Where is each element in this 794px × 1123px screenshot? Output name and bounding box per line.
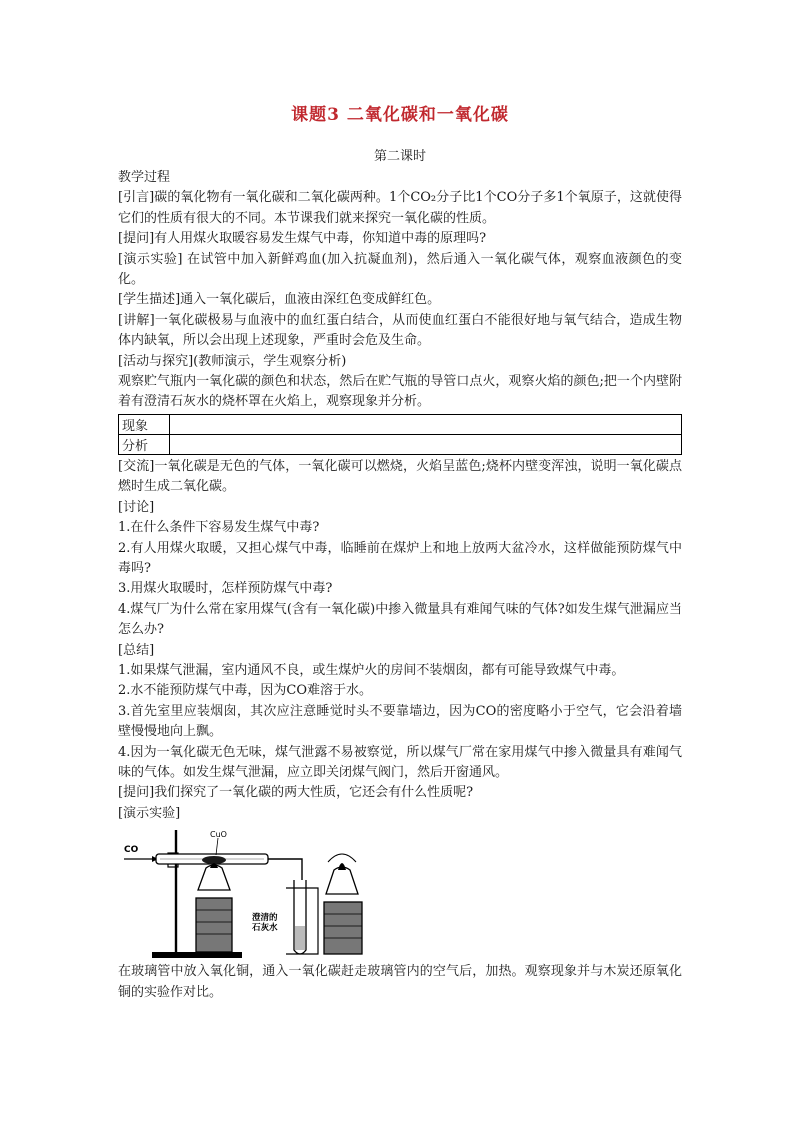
paragraph: 3.首先室里应装烟囱，其次应注意睡觉时头不要靠墙边，因为CO的密度略小于空气，它会沿着墙壁慢慢地向上飘。 [118, 703, 682, 740]
paragraph: [演示实验] [118, 805, 181, 821]
alcohol-lamp [198, 865, 230, 890]
observation-table [118, 414, 682, 455]
cuo-leader-line [216, 838, 218, 855]
paragraph: [提问]有人用煤火取暖容易发生煤气中毒，你知道中毒的原理吗? [118, 231, 487, 247]
table-cell-label: 分析 [119, 434, 170, 454]
paragraph: [讲解]一氧化碳极易与血液中的血红蛋白结合，从而使血红蛋白不能很好地与氧气结合，造成生物体内缺氧，所以会出现上述现象，严重时会危及生命。 [118, 312, 682, 349]
apparatus-diagram [118, 828, 418, 962]
paragraph: 观察贮气瓶内一氧化碳的颜色和状态，然后在贮气瓶的导管口点火，观察火焰的颜色;把一个内壁附着有澄清石灰水的烧杯罩在火焰上，观察现象并分析。 [118, 374, 682, 410]
co-label: CO [124, 845, 139, 856]
lesson-subtitle: 第二课时 [373, 149, 426, 164]
paragraph: 1.在什么条件下容易发生煤气中毒? [118, 520, 320, 536]
cuo-label: CuO [210, 830, 227, 840]
paragraph: 4.煤气厂为什么常在家用煤气(含有一氧化碳)中掺入微量具有难闻气味的气体?如发生煤气泄漏应当怎么办? [118, 601, 682, 638]
table-row [119, 414, 682, 434]
wooden-block [196, 898, 232, 952]
alcohol-lamp [326, 867, 358, 894]
limewater-label-1: 澄清的 [252, 913, 278, 924]
paragraph: 4.因为一氧化碳无色无味，煤气泄露不易被察觉，所以煤气厂常在家用煤气中掺入微量具有难闻气味的气体。如发生煤气泄漏，应立即关闭煤气阀门，然后开窗通风。 [118, 744, 682, 780]
flame-icon [338, 863, 346, 870]
paragraph: [讨论] [118, 499, 155, 515]
page-title: 课题3 二氧化碳和一氧化碳 [291, 105, 509, 125]
document-page [118, 100, 682, 1003]
paragraph: 1.如果煤气泄漏，室内通风不良，或生煤炉火的房间不装烟囱，都有可能导致煤气中毒。 [118, 662, 625, 678]
paragraph: [活动与探究](教师演示，学生观察分析) [118, 353, 347, 369]
table-cell-value [170, 434, 682, 454]
paragraph: 在玻璃管中放入氧化铜，通入一氧化碳赶走玻璃管内的空气后，加热。观察现象并与木炭还原氧化铜的实验作对比。 [118, 964, 682, 1000]
paragraph: 2.水不能预防煤气中毒，因为CO难溶于水。 [118, 683, 373, 699]
section-heading: 教学过程 [118, 170, 171, 185]
wooden-block [324, 902, 362, 954]
cuo-sample [202, 856, 226, 864]
paragraph: [交流]一氧化碳是无色的气体，一氧化碳可以燃烧，火焰呈蓝色;烧杯内壁变浑浊，说明一氧化碳点燃时生成二氧化碳。 [118, 458, 682, 495]
paragraph: [提问]我们探究了一氧化碳的两大性质，它还会有什么性质呢? [118, 785, 474, 801]
paragraph: [总结] [118, 642, 155, 658]
table-cell-label: 现象 [119, 414, 170, 434]
iron-stand-base [152, 952, 242, 958]
table-row [119, 434, 682, 454]
paragraph: [学生描述]通入一氧化碳后，血液由深红色变成鲜红色。 [118, 292, 441, 308]
paragraph: [引言]碳的氧化物有一氧化碳和二氧化碳两种。1个CO₂分子比1个CO分子多1个氧原子，这就使得它们的性质有很大的不同。本节课我们就来探究一氧化碳的性质。 [118, 190, 682, 226]
limewater-label-2: 石灰水 [252, 923, 278, 934]
table-cell-value [170, 414, 682, 434]
paragraph: 2.有人用煤火取暖，又担心煤气中毒，临睡前在煤炉上和地上放两大盆冷水，这样做能预防煤气中毒吗? [118, 540, 682, 576]
paragraph: 3.用煤火取暖时，怎样预防煤气中毒? [118, 581, 333, 597]
paragraph: [演示实验] 在试管中加入新鲜鸡血(加入抗凝血剂)，然后通入一氧化碳气体，观察血液颜色的变化。 [118, 251, 682, 288]
apparatus-figure [118, 828, 682, 962]
limewater [295, 926, 305, 950]
